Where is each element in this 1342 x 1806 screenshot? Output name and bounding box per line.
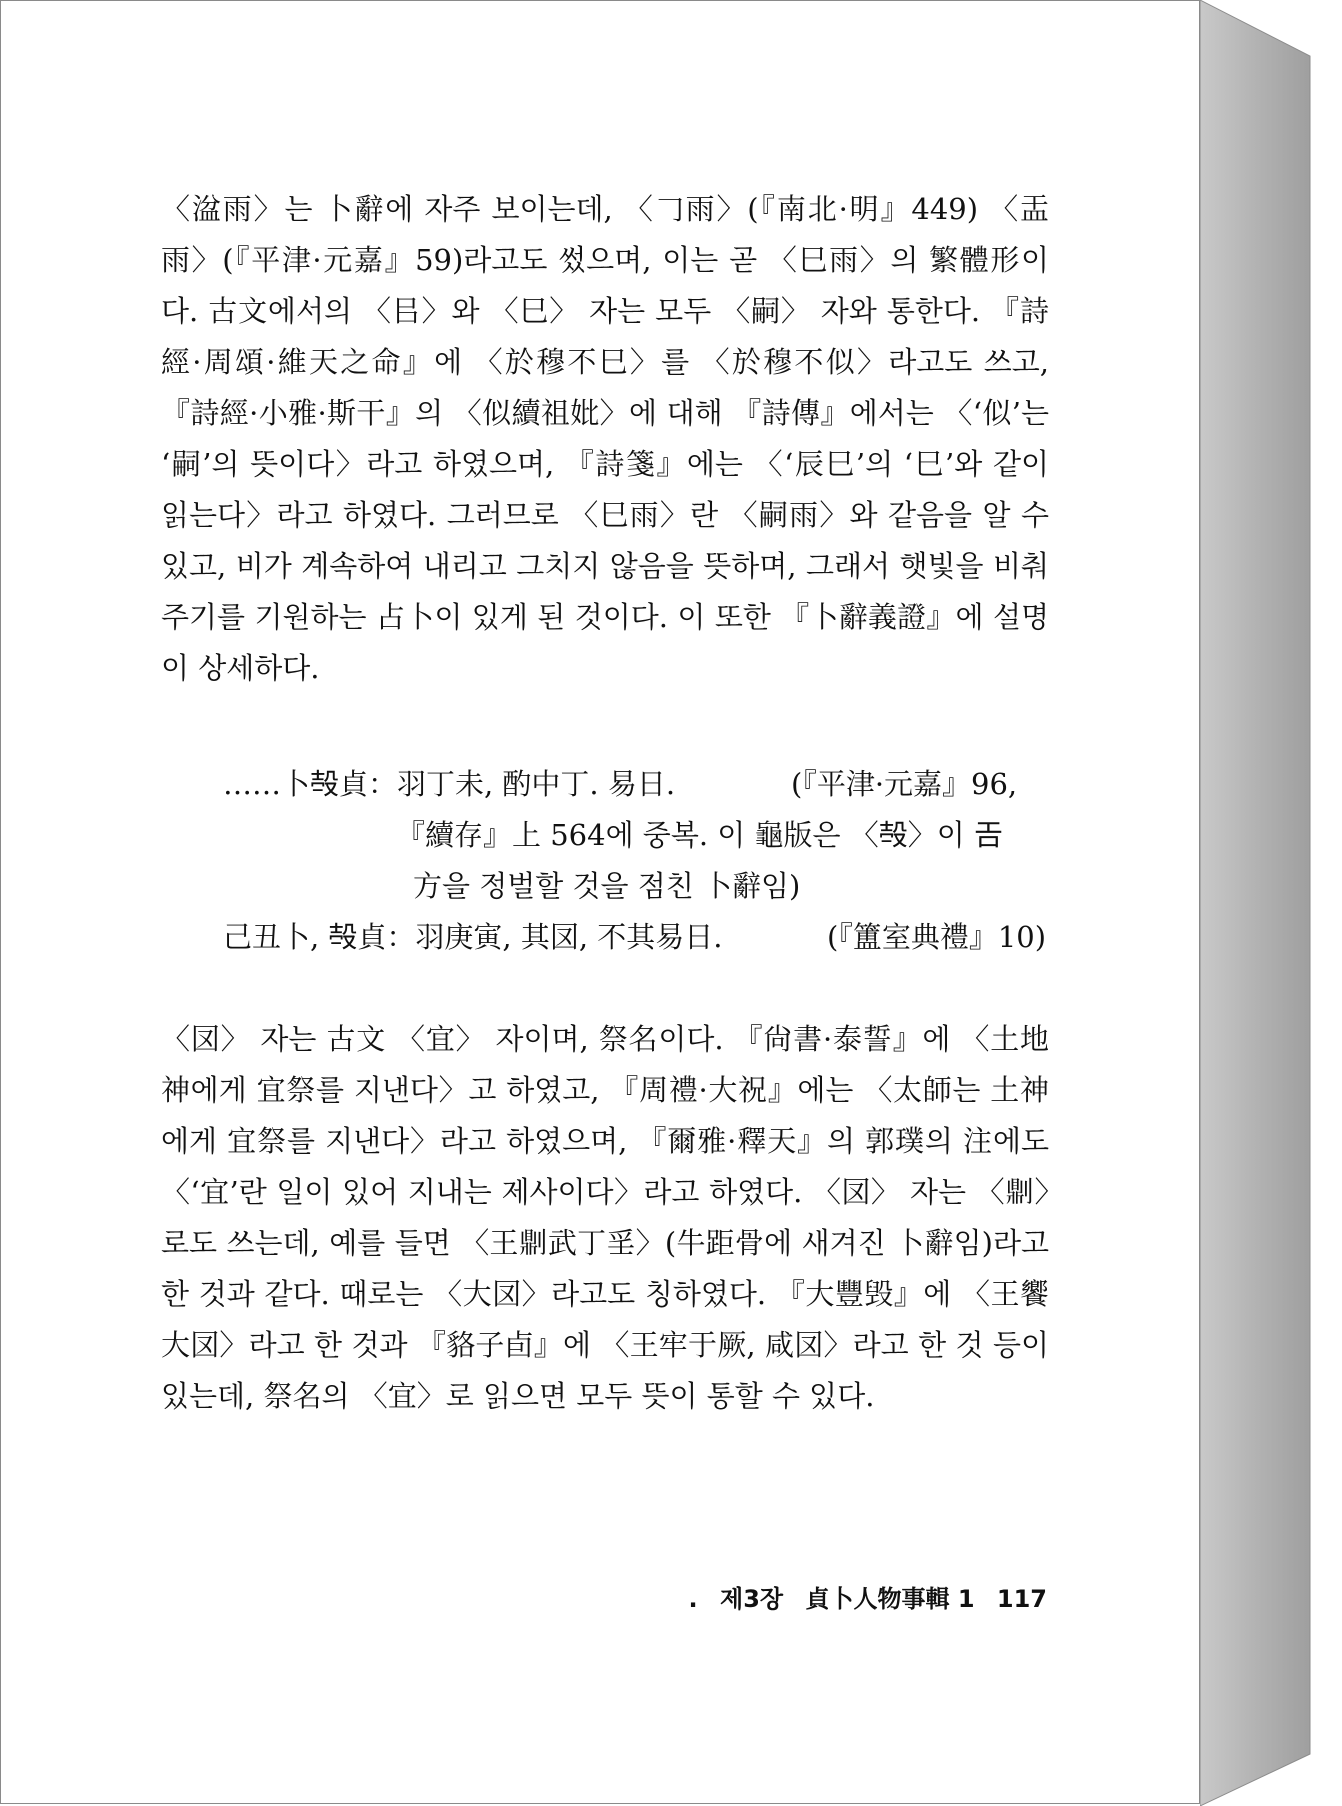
quote-2-source: (『簠室典禮』10) (827, 920, 1047, 954)
page-number: 117 (996, 1585, 1047, 1613)
quote-1-note-line-2: 方을 정벌할 것을 점친 卜辭임) (413, 869, 801, 903)
paragraph-2: 〈㘝〉 자는 古文 〈宜〉 자이며, 祭名이다. 『尙書·泰誓』에 〈土地神에게 宜祭를 지낸다〉고 하였고, 『周禮·大祝』에는 〈太師는 土神에게 宜祭를 지낸다〉라고 하였으며, 『爾雅·釋天』의 郭璞의 注에도 〈‘宜’란 일이 있어 지내는 제사이다〉라고 하였다. 〈㘝〉 자는 〈𠟭〉로도 쓰는데, 예를 들면 〈王𠟭武丁㸒〉(牛距骨에 새겨진 卜辭임)라고 한 것과 같다. 때로는 〈大㘝〉라고도 칭하였다. 『大豐毁』에 〈王饗大㘝〉라고 한 것과 『貉子卣』에 〈王牢于厥, 咸㘝〉라고 한 것 등이 있는데, 祭名의 〈宜〉로 읽으면 모두 뜻이 통할 수 있다. (161, 1022, 1049, 1413)
quote-1-note-line-1: 『續存』上 564에 중복. 이 龜版은 〈𣪊〉이 𢀛 (396, 818, 1003, 852)
footer-chapter: 제3장 (720, 1585, 784, 1613)
quote-2-text: 己丑卜, 𣪊貞：羽庚寅, 其㘝, 不其易日. (223, 920, 723, 954)
footer-title: 貞卜人物事輯 1 (805, 1585, 975, 1613)
page-footer (675, 1579, 1047, 1614)
footer-dot: . (688, 1585, 698, 1613)
quote-1-text: ……卜𣪊貞：羽丁未, 酌中丁. 易日. (223, 767, 676, 801)
book-edge-shadow (1200, 0, 1312, 1806)
quote-1-source: (『平津·元嘉』96, (791, 767, 1018, 801)
paragraph-1: 〈湓雨〉는 卜辭에 자주 보이는데, 〈𠃌雨〉(『南北·明』449) 〈㿻雨〉(『平津·元嘉』59)라고도 썼으며, 이는 곧 〈巳雨〉의 繁體形이다. 古文에서의 〈㠯〉와 〈巳〉 자는 모두 〈嗣〉 자와 통한다. 『詩經·周頌·維天之命』에 〈於穆不巳〉를 〈於穆不似〉라고도 쓰고, 『詩經·小雅·斯干』의 〈似續祖妣〉에 대해 『詩傳』에서는 〈‘似’는 ‘嗣’의 뜻이다〉라고 하였으며, 『詩箋』에는 〈‘辰巳’의 ‘巳’와 같이 읽는다〉라고 하였다. 그러므로 〈巳雨〉란 〈嗣雨〉와 같음을 알 수 있고, 비가 계속하여 내리고 그치지 않음을 뜻하며, 그래서 햇빛을 비춰주기를 기원하는 占卜이 있게 된 것이다. 이 또한 『卜辭義證』에 설명이 상세하다. (161, 192, 1050, 685)
